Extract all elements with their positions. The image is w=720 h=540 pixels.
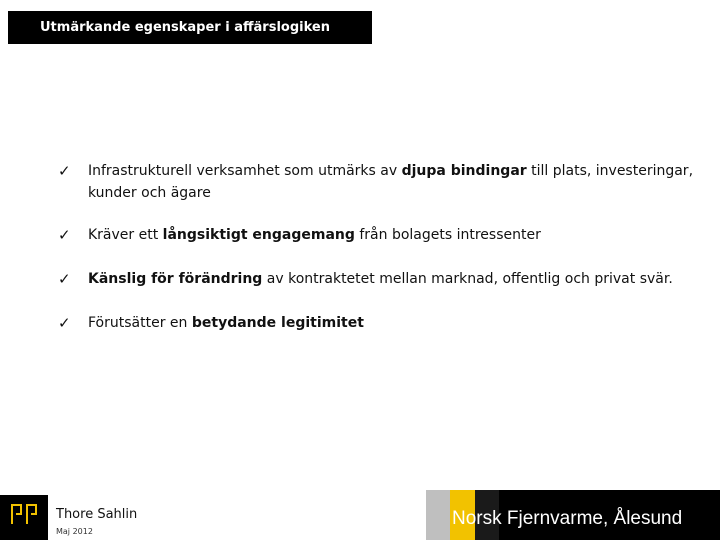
company-logo [0, 495, 48, 540]
footer-stripe-gray [426, 490, 450, 540]
bullet-emphasis: betydande legitimitet [191, 315, 364, 331]
bullet-emphasis: långsiktigt engagemang [162, 227, 355, 243]
checkmark-icon: ✓ [58, 314, 71, 332]
bullet-item [58, 312, 708, 334]
checkmark-icon: ✓ [58, 270, 71, 288]
footer-company-name: Norsk Fjernvarme, Ålesund [452, 508, 683, 529]
bullet-list [58, 160, 708, 356]
bullet-emphasis: Känslig för förändring [88, 271, 263, 287]
bullet-item [58, 268, 708, 290]
bullet-item [58, 224, 708, 246]
bullet-text: till plats, investeringar, kunder och ägare [88, 163, 694, 201]
footer-author: Thore Sahlin [56, 507, 138, 522]
footer-date: Maj 2012 [56, 527, 93, 536]
bullet-text: Kräver ett [88, 227, 163, 243]
bullet-emphasis: djupa bindingar [401, 163, 527, 179]
checkmark-icon: ✓ [58, 162, 71, 180]
slide-title: Utmärkande egenskaper i affärslogiken [40, 20, 330, 35]
bullet-text: Förutsätter en [88, 315, 192, 331]
bullet-text: från bolagets intressenter [354, 227, 541, 243]
bullet-item [58, 160, 708, 204]
bullet-text: av kontraktetet mellan marknad, offentlig och privat svär. [262, 271, 673, 287]
pp-logo-icon [10, 503, 40, 525]
bullet-text: Infrastrukturell verksamhet som utmärks av [88, 163, 402, 179]
slide-title-bar [8, 11, 372, 44]
checkmark-icon: ✓ [58, 226, 71, 244]
